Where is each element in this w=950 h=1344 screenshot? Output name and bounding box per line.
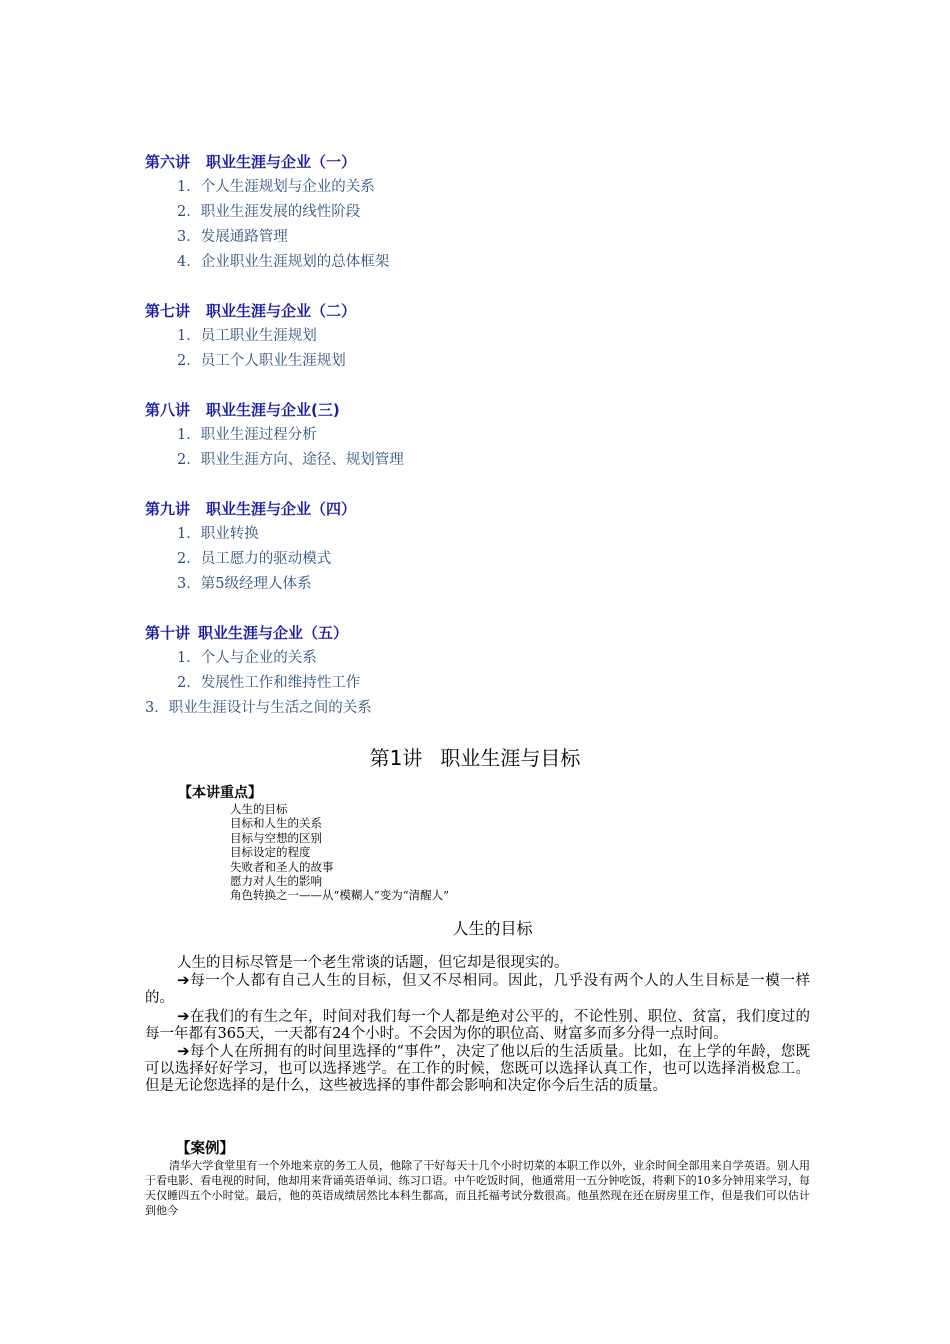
arrow-right-icon: ➔: [177, 1006, 190, 1025]
lecture-number: 第九讲: [145, 500, 191, 518]
toc-item: 1．个人生涯规划与企业的关系: [177, 179, 375, 195]
arrow-right-icon: ➔: [177, 1042, 190, 1061]
paragraph-text: 人生的目标尽管是一个老生常谈的话题，但它却是很现实的。: [177, 955, 569, 971]
toc-item: 1．职业生涯过程分析: [177, 427, 317, 443]
lecture-heading-name: 职业生涯与目标: [440, 746, 581, 770]
toc-lecture-9: [145, 497, 845, 597]
key-point-item: 人生的目标: [230, 802, 288, 816]
toc-item: 3．职业生涯设计与生活之间的关系: [145, 700, 372, 716]
lecture-heading-number: 第1讲: [369, 746, 423, 770]
toc-lecture-10: [145, 621, 845, 721]
arrow-right-icon: ➔: [177, 971, 190, 990]
lecture-name: 职业生涯与企业(三): [206, 401, 340, 419]
lecture-heading: [0, 743, 950, 773]
toc-item: 2．员工愿力的驱动模式: [177, 551, 332, 567]
lecture-number: 第六讲: [145, 153, 191, 171]
lecture-title: [145, 150, 845, 175]
table-of-contents: [145, 150, 845, 721]
paragraph: [145, 1008, 810, 1043]
lecture-title: [145, 398, 845, 423]
paragraph: [145, 972, 810, 1007]
lecture-name: 职业生涯与企业（二）: [206, 302, 357, 320]
toc-lecture-7: [145, 299, 845, 374]
toc-item: 1．个人与企业的关系: [177, 650, 317, 666]
toc-lecture-6: [145, 150, 845, 275]
toc-item: 3．发展通路管理: [177, 229, 288, 245]
paragraph: [145, 955, 810, 972]
lecture-name: 职业生涯与企业（四）: [206, 500, 357, 518]
key-point-item: 愿力对人生的影响: [230, 873, 322, 888]
paragraph-text: 在我们的有生之年，时间对我们每一个人都是绝对公平的，不论性别、职位、贫富，我们度过的每一年都有365天，一天都有24个小时。不会因为你的职位高、财富多而多分得一点时间。: [145, 1008, 810, 1042]
key-point-item: 目标与空想的区别: [230, 830, 322, 845]
toc-item: 3．第5级经理人体系: [177, 576, 312, 592]
toc-item: 1．员工职业生涯规划: [177, 328, 317, 344]
case-text: [145, 1158, 810, 1218]
lecture-title: [145, 621, 845, 646]
toc-item: 4．企业职业生涯规划的总体框架: [177, 254, 390, 270]
case-block: [176, 1140, 234, 1158]
toc-item: 2．职业生涯发展的线性阶段: [177, 204, 361, 220]
lecture-name: 职业生涯与企业（五）: [198, 624, 349, 642]
lecture-number: 第八讲: [145, 401, 191, 419]
key-point-item: 失败者和圣人的故事: [230, 859, 334, 874]
paragraph: [145, 1043, 810, 1096]
section-title: 人生的目标: [452, 919, 533, 938]
toc-lecture-8: [145, 398, 845, 473]
toc-item: 2．员工个人职业生涯规划: [177, 353, 346, 369]
lecture-name: 职业生涯与企业（一）: [206, 153, 357, 171]
lecture-title: [145, 497, 845, 522]
case-paragraph: 清华大学食堂里有一个外地来京的务工人员，他除了干好每天十几个小时切菜的本职工作以外，业余时间全部用来自学英语。别人用于看电影、看电视的时间，他却用来背诵英语单词、练习口语。中午吃饭时间，他通常用一五分钟吃饭，将剩下的10多分钟用来学习，每天仅睡四五个小时觉。最后，他的英语成绩居然比本科生都高，而且托福考试分数很高。他虽然现在还在厨房里工作，但是我们可以估计到他今: [145, 1159, 810, 1217]
key-points-heading: 【本讲重点】: [178, 785, 262, 801]
case-heading: 【案例】: [176, 1141, 234, 1157]
lecture-title: [145, 299, 845, 324]
lecture-number: 第七讲: [145, 302, 191, 320]
key-point-item: 目标和人生的关系: [230, 816, 322, 831]
paragraph-text: 每个人在所拥有的时间里选择的“事件”，决定了他以后的生活质量。比如，在上学的年龄，您既可以选择好好学习，也可以选择逃学。在工作的时候，您既可以选择认真工作，也可以选择消极怠工。但是无论您选择的是什么，这些被选择的事件都会影响和决定你今后生活的质量。: [145, 1044, 810, 1095]
key-point-item: 目标设定的程度: [230, 845, 311, 860]
toc-item: 1．职业转换: [177, 526, 259, 542]
body-text: [145, 955, 810, 1096]
key-point-item: 角色转换之一——从“模糊人”变为“清醒人”: [230, 888, 450, 903]
toc-item: 2．职业生涯方向、途径、规划管理: [177, 452, 404, 468]
key-points-block: [178, 784, 449, 903]
lecture-number: 第十讲: [145, 624, 191, 642]
paragraph-text: 每一个人都有自己人生的目标，但又不尽相同。因此，几乎没有两个人的人生目标是一模一样的。: [145, 973, 810, 1007]
toc-item: 2．发展性工作和维持性工作: [177, 675, 361, 691]
